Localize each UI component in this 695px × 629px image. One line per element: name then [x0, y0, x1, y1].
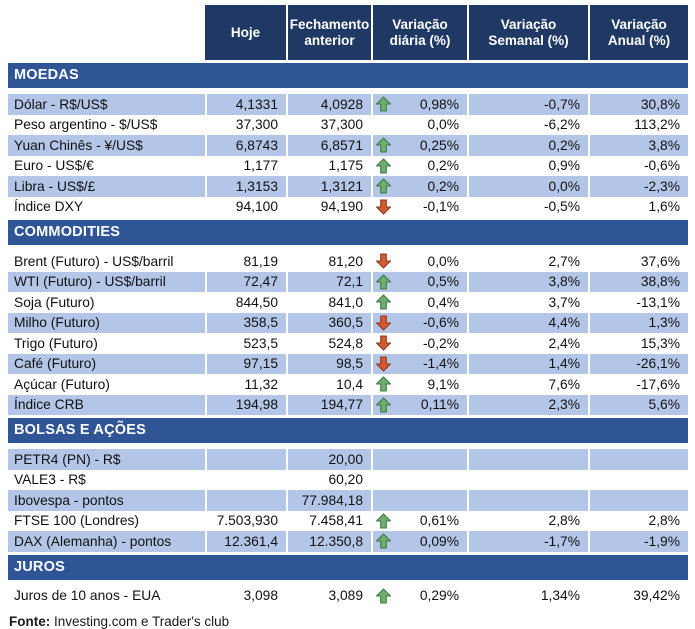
cell-variacao-anual: 30,8% — [588, 94, 688, 115]
cell-variacao-semanal — [467, 470, 588, 491]
up-arrow-icon — [375, 274, 392, 290]
row-label: Açúcar (Futuro) — [14, 376, 110, 392]
table-header-row — [8, 5, 688, 60]
cell-fechamento-anterior: 37,300 — [286, 115, 371, 136]
table-row — [8, 354, 688, 375]
source-note — [8, 614, 688, 629]
cell-hoje — [205, 470, 286, 491]
cell-variacao-diaria — [371, 354, 467, 375]
cell-variacao-diaria — [371, 94, 467, 115]
table-row — [8, 272, 688, 293]
cell-fechamento-anterior: 3,089 — [286, 586, 371, 607]
row-label: PETR4 (PN) - R$ — [8, 449, 205, 470]
cell-variacao-anual: 113,2% — [588, 115, 688, 136]
cell-hoje — [205, 490, 286, 511]
cell-variacao-anual: 37,6% — [588, 251, 688, 272]
cell-variacao-diaria — [371, 135, 467, 156]
col-header-var-semanal: Variação Semanal (%) — [467, 5, 588, 60]
row-label: Índice CRB — [8, 395, 205, 416]
cell-hoje: 1,177 — [205, 156, 286, 177]
row-label: VALE3 - R$ — [14, 472, 86, 488]
variacao-diaria-value: -0,6% — [422, 315, 459, 331]
header-spacer — [8, 5, 205, 60]
cell-variacao-anual — [588, 490, 688, 511]
section-header: JUROS — [8, 555, 688, 580]
cell-variacao-diaria — [371, 292, 467, 313]
cell-variacao-diaria — [371, 197, 467, 218]
cell-variacao-semanal: -1,7% — [467, 531, 588, 552]
cell-variacao-anual: -0,6% — [588, 156, 688, 177]
variacao-diaria-value: 0,5% — [427, 274, 459, 290]
cell-variacao-semanal: 7,6% — [467, 374, 588, 395]
cell-hoje: 4,1331 — [205, 94, 286, 115]
cell-hoje: 1,3153 — [205, 176, 286, 197]
cell-fechamento-anterior: 360,5 — [286, 313, 371, 334]
cell-hoje: 358,5 — [205, 313, 286, 334]
cell-fechamento-anterior: 1,175 — [286, 156, 371, 177]
down-arrow-icon — [375, 335, 392, 351]
cell-variacao-semanal: 0,0% — [467, 176, 588, 197]
cell-variacao-diaria — [371, 586, 467, 607]
cell-fechamento-anterior: 60,20 — [286, 470, 371, 491]
cell-variacao-diaria — [371, 176, 467, 197]
up-arrow-icon — [375, 376, 392, 392]
cell-variacao-semanal: -0,5% — [467, 197, 588, 218]
cell-variacao-semanal: 2,8% — [467, 511, 588, 532]
table-row — [8, 490, 688, 511]
row-label: Peso argentino - $/US$ — [14, 117, 158, 133]
cell-variacao-anual: -2,3% — [588, 176, 688, 197]
table-row — [8, 395, 688, 416]
cell-fechamento-anterior: 6,8571 — [286, 135, 371, 156]
variacao-diaria-value: -0,1% — [422, 199, 459, 215]
row-label: FTSE 100 (Londres) — [14, 513, 139, 529]
row-label: Trigo (Futuro) — [14, 335, 98, 351]
cell-fechamento-anterior: 841,0 — [286, 292, 371, 313]
up-arrow-icon — [375, 397, 392, 413]
cell-variacao-diaria — [371, 531, 467, 552]
variacao-diaria-value: 0,29% — [419, 588, 459, 604]
variacao-diaria-value: 0,61% — [419, 513, 459, 529]
row-label: Soja (Futuro) — [14, 294, 95, 310]
cell-variacao-diaria — [371, 511, 467, 532]
cell-fechamento-anterior: 20,00 — [286, 449, 371, 470]
variacao-diaria-value: 0,98% — [419, 96, 459, 112]
table-body — [8, 63, 688, 606]
row-label: Milho (Futuro) — [8, 313, 205, 334]
cell-variacao-diaria — [371, 490, 467, 511]
row-label: Brent (Futuro) - US$/barril — [14, 253, 174, 269]
cell-hoje: 12.361,4 — [205, 531, 286, 552]
cell-fechamento-anterior: 94,190 — [286, 197, 371, 218]
cell-variacao-anual: 39,42% — [588, 586, 688, 607]
cell-variacao-semanal: 3,8% — [467, 272, 588, 293]
cell-variacao-semanal: 2,4% — [467, 333, 588, 354]
cell-hoje: 844,50 — [205, 292, 286, 313]
cell-variacao-semanal: 3,7% — [467, 292, 588, 313]
variacao-diaria-value: 0,11% — [420, 397, 459, 413]
cell-variacao-diaria — [371, 333, 467, 354]
cell-variacao-anual: 3,8% — [588, 135, 688, 156]
table-row — [8, 333, 688, 354]
cell-fechamento-anterior: 524,8 — [286, 333, 371, 354]
variacao-diaria-value: -0,2% — [422, 335, 459, 351]
cell-fechamento-anterior: 1,3121 — [286, 176, 371, 197]
cell-variacao-semanal — [467, 490, 588, 511]
section-header: COMMODITIES — [8, 220, 688, 245]
variacao-diaria-value: 0,4% — [427, 294, 459, 310]
cell-variacao-anual: -13,1% — [588, 292, 688, 313]
row-label: DAX (Alemanha) - pontos — [8, 531, 205, 552]
cell-variacao-semanal: 1,34% — [467, 586, 588, 607]
row-label: Ibovespa - pontos — [8, 490, 205, 511]
row-label: Euro - US$/€ — [14, 158, 94, 174]
cell-hoje: 37,300 — [205, 115, 286, 136]
up-arrow-icon — [375, 137, 392, 153]
cell-variacao-semanal: 0,2% — [467, 135, 588, 156]
down-arrow-icon — [375, 315, 392, 331]
variacao-diaria-value: 0,0% — [427, 117, 459, 133]
cell-hoje: 7.503,930 — [205, 511, 286, 532]
cell-variacao-diaria — [371, 156, 467, 177]
cell-variacao-anual: 38,8% — [588, 272, 688, 293]
row-label: Dólar - R$/US$ — [8, 94, 205, 115]
row-label: Libra - US$/£ — [8, 176, 205, 197]
cell-variacao-diaria — [371, 272, 467, 293]
cell-variacao-semanal: -6,2% — [467, 115, 588, 136]
table-row — [8, 176, 688, 197]
cell-variacao-anual: -26,1% — [588, 354, 688, 375]
table-row — [8, 135, 688, 156]
up-arrow-icon — [375, 96, 392, 112]
row-label: Índice DXY — [14, 199, 84, 215]
cell-variacao-diaria — [371, 313, 467, 334]
cell-hoje: 81,19 — [205, 251, 286, 272]
table-row — [8, 586, 688, 607]
table-row — [8, 197, 688, 218]
table-row — [8, 251, 688, 272]
source-label: Fonte: — [9, 614, 51, 629]
table-row — [8, 374, 688, 395]
cell-fechamento-anterior: 194,77 — [286, 395, 371, 416]
cell-fechamento-anterior: 77.984,18 — [286, 490, 371, 511]
down-arrow-icon — [375, 253, 392, 269]
cell-variacao-semanal: 2,3% — [467, 395, 588, 416]
row-label: Juros de 10 anos - EUA — [14, 588, 161, 604]
cell-hoje: 194,98 — [205, 395, 286, 416]
up-arrow-icon — [375, 588, 392, 604]
cell-variacao-semanal — [467, 449, 588, 470]
variacao-diaria-value: 0,09% — [419, 533, 459, 549]
section-header: BOLSAS E AÇÕES — [8, 418, 688, 443]
cell-variacao-semanal: 1,4% — [467, 354, 588, 375]
row-label: Yuan Chinês - ¥/US$ — [8, 135, 205, 156]
variacao-diaria-value: 0,2% — [427, 178, 459, 194]
table-row — [8, 511, 688, 532]
cell-variacao-semanal: 2,7% — [467, 251, 588, 272]
table-row — [8, 94, 688, 115]
variacao-diaria-value: 9,1% — [427, 376, 459, 392]
table-row — [8, 449, 688, 470]
cell-variacao-diaria — [371, 395, 467, 416]
col-header-fechamento: Fechamento anterior — [286, 5, 371, 60]
cell-fechamento-anterior: 98,5 — [286, 354, 371, 375]
variacao-diaria-value: 0,0% — [427, 253, 459, 269]
cell-variacao-diaria — [371, 251, 467, 272]
variacao-diaria-value: -1,4% — [422, 356, 459, 372]
cell-variacao-anual: 1,3% — [588, 313, 688, 334]
cell-fechamento-anterior: 4,0928 — [286, 94, 371, 115]
cell-variacao-diaria — [371, 449, 467, 470]
cell-variacao-anual — [588, 470, 688, 491]
report-table — [8, 5, 688, 629]
table-row — [8, 313, 688, 334]
cell-variacao-anual: -17,6% — [588, 374, 688, 395]
up-arrow-icon — [375, 533, 392, 549]
table-row — [8, 531, 688, 552]
up-arrow-icon — [375, 513, 392, 529]
down-arrow-icon — [375, 356, 392, 372]
col-header-var-diaria: Variação diária (%) — [371, 5, 467, 60]
col-header-hoje: Hoje — [205, 5, 286, 60]
cell-fechamento-anterior: 81,20 — [286, 251, 371, 272]
source-text: Investing.com e Trader's club — [50, 614, 230, 629]
cell-hoje: 523,5 — [205, 333, 286, 354]
up-arrow-icon — [375, 158, 392, 174]
table-row — [8, 470, 688, 491]
cell-variacao-semanal: -0,7% — [467, 94, 588, 115]
cell-variacao-semanal: 4,4% — [467, 313, 588, 334]
cell-hoje: 11,32 — [205, 374, 286, 395]
col-header-var-anual: Variação Anual (%) — [588, 5, 688, 60]
cell-hoje: 6,8743 — [205, 135, 286, 156]
variacao-diaria-value: 0,25% — [419, 137, 459, 153]
cell-fechamento-anterior: 7.458,41 — [286, 511, 371, 532]
cell-hoje: 94,100 — [205, 197, 286, 218]
cell-variacao-anual: -1,9% — [588, 531, 688, 552]
section-header: MOEDAS — [8, 63, 688, 88]
table-row — [8, 115, 688, 136]
row-label: Café (Futuro) — [8, 354, 205, 375]
cell-hoje: 3,098 — [205, 586, 286, 607]
cell-variacao-anual: 2,8% — [588, 511, 688, 532]
cell-variacao-anual: 5,6% — [588, 395, 688, 416]
cell-hoje: 97,15 — [205, 354, 286, 375]
cell-variacao-anual: 15,3% — [588, 333, 688, 354]
cell-fechamento-anterior: 72,1 — [286, 272, 371, 293]
cell-variacao-semanal: 0,9% — [467, 156, 588, 177]
cell-hoje — [205, 449, 286, 470]
table-row — [8, 156, 688, 177]
row-label: WTI (Futuro) - US$/barril — [8, 272, 205, 293]
down-arrow-icon — [375, 199, 392, 215]
up-arrow-icon — [375, 294, 392, 310]
table-row — [8, 292, 688, 313]
cell-variacao-anual — [588, 449, 688, 470]
cell-fechamento-anterior: 10,4 — [286, 374, 371, 395]
variacao-diaria-value: 0,2% — [427, 158, 459, 174]
cell-variacao-anual: 1,6% — [588, 197, 688, 218]
cell-hoje: 72,47 — [205, 272, 286, 293]
cell-variacao-diaria — [371, 470, 467, 491]
cell-variacao-diaria — [371, 115, 467, 136]
up-arrow-icon — [375, 178, 392, 194]
cell-fechamento-anterior: 12.350,8 — [286, 531, 371, 552]
cell-variacao-diaria — [371, 374, 467, 395]
